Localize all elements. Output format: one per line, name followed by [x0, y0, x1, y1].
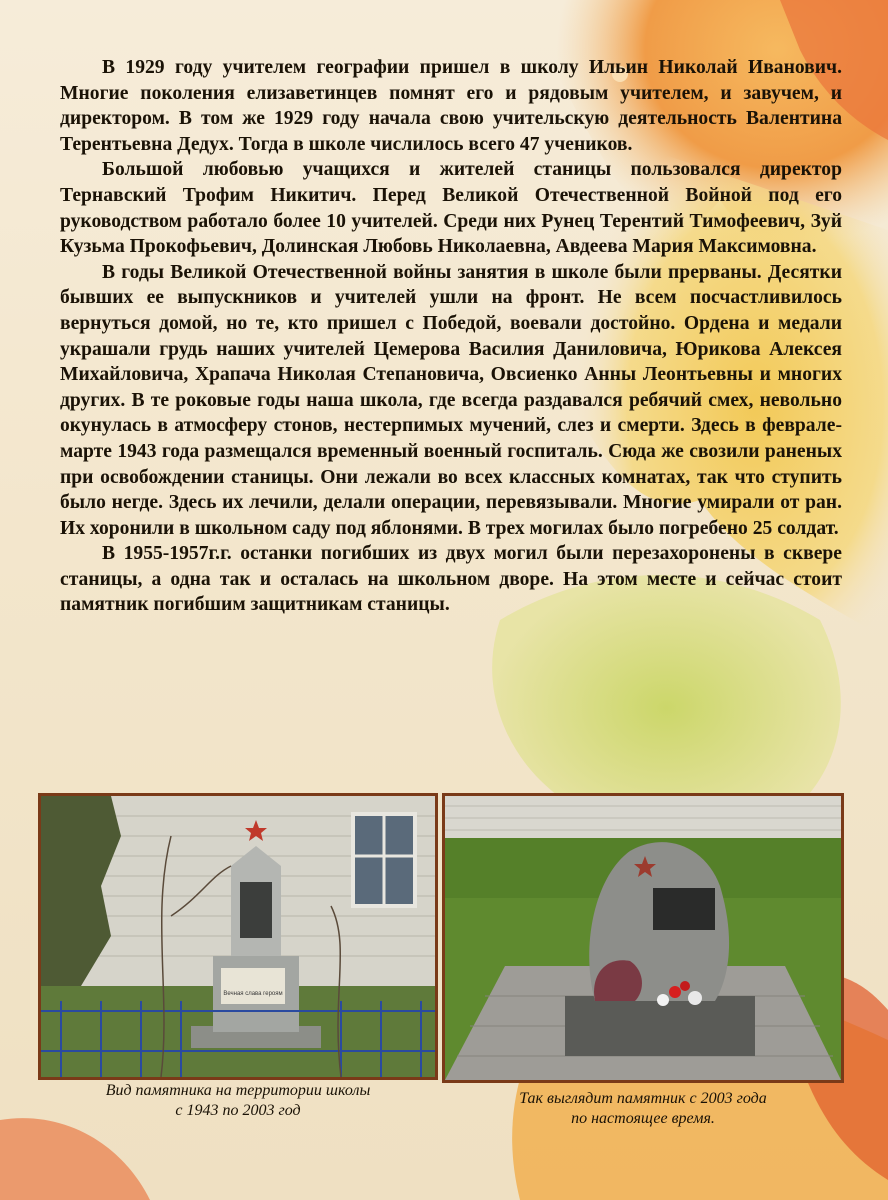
- red-leaf-bottom-left: [0, 1118, 150, 1200]
- memorial-plaque: [653, 888, 715, 930]
- caption-new-monument: [442, 1089, 844, 1129]
- caption-old-monument: [38, 1081, 438, 1121]
- monument-plaque: [221, 968, 285, 1004]
- caption-new-monument-line2: по настоящее время.: [571, 1110, 715, 1127]
- photo-new-monument: [442, 793, 844, 1083]
- paragraph-1: В 1929 году учителем географии пришел в школу Ильин Николай Иванович. Многие поколения елизаветинцев помнят его и рядовым учителем, и завучем, и директором. В том же 1929 году начала свою учительскую деятельность Валентина Терентьевна Дедух. Тогда в школе числилось всего 47 учеников.: [60, 57, 842, 155]
- building-wall: [445, 796, 841, 838]
- caption-new-monument-line1: Так выглядит памятник с 2003 года: [519, 1090, 767, 1107]
- paragraph-2: Большой любовью учащихся и жителей станицы пользовался директор Тернавский Трофим Никитич. Перед Великой Отечественной Войной под его руководством работало более 10 учителей. Среди них Рунец Терентий Тимофеевич, Зуй Кузьма Прокофьевич, Долинская Любовь Николаевна, Авдеева Мария Максимовна.: [60, 159, 842, 258]
- paragraph-4: В 1955-1957г.г. останки погибших из двух могил были перезахоронены в сквере станицы, а одна так и осталась на школьном дворе. На этом месте и сейчас стоит памятник погибшим защитникам станицы.: [60, 543, 842, 616]
- caption-old-monument-line2: с 1943 по 2003 год: [175, 1102, 301, 1119]
- article-text: [60, 55, 842, 618]
- caption-old-monument-line1: Вид памятника на территории школы: [105, 1082, 371, 1099]
- paragraph-3: В годы Великой Отечественной войны занятия в школе были прерваны. Десятки бывших ее выпускников и учителей ушли на фронт. Не всем посчастливилось вернуться домой, но те, кто пришел с Победой, воевали достойно. Ордена и медали украшали грудь наших учителей Цемерова Василия Даниловича, Юрикова Алексея Михайловича, Храпача Николая Степановича, Овсиенко Анны Леонтьевны и многих других. В те роковые годы наша школа, где всегда раздавался ребячий смех, невольно окунулась в атмосферу стонов, нестерпимых мучений, слез и смерти. Здесь в феврале-марте 1943 года размещался временный военный госпиталь. Сюда же свозили раненых при освобождении станицы. Они лежали во всех классных комнатах, так что ступить было негде. Здесь их лечили, делали операции, перевязывали. Многие умирали от ран. Их хоронили в школьном саду под яблонями. В трех могилах было погребено 25 солдат.: [60, 261, 842, 539]
- monument-plaque-text: Вечная слава героям: [223, 991, 283, 997]
- photo-old-monument: [38, 793, 438, 1080]
